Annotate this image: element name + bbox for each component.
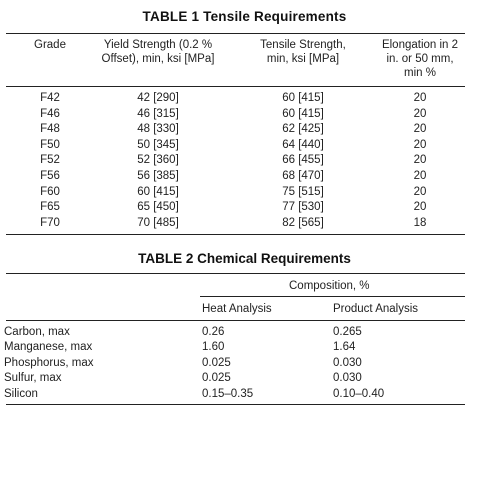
table1-cell-yield: 65 [450]: [137, 201, 179, 214]
table2-header-product: Product Analysis: [333, 303, 419, 315]
table1-cell-tensile: 60 [415]: [282, 107, 324, 120]
table2-bottom-rule: [6, 404, 465, 405]
table2-cell-element: Sulfur, max: [4, 372, 62, 385]
table1-cell-elongation: 20: [413, 107, 427, 120]
table2-title: TABLE 2 Chemical Requirements: [138, 251, 351, 266]
table1-cell-yield: 46 [315]: [137, 107, 179, 120]
table1-header-grade: [20, 38, 80, 52]
table2-top-rule: [6, 273, 465, 274]
header-tensile-line1: Tensile Strength,: [260, 39, 346, 51]
table2-cell-product: 0.265: [333, 326, 362, 338]
table1-cell-grade: F42: [40, 92, 60, 104]
table1-cell-grade: F46: [40, 107, 60, 120]
table1-cell-tensile: 82 [565]: [282, 216, 324, 229]
table1-cell-tensile: 75 [515]: [282, 185, 324, 198]
table2-group-rule: [200, 296, 465, 297]
table1-cell-tensile: 64 [440]: [282, 138, 324, 151]
table2-cell-product: 1.64: [333, 341, 356, 354]
header-elong-line1: Elongation in 2: [381, 39, 459, 51]
table1-cell-grade: F65: [40, 201, 60, 214]
table2-cell-product: 0.030: [333, 356, 362, 369]
table1-title: TABLE 1 Tensile Requirements: [142, 9, 347, 24]
table1-cell-yield: 48 [330]: [137, 123, 179, 136]
header-elong-line2: in. or 50 mm,: [386, 53, 454, 65]
table1-cell-elongation: 20: [413, 92, 427, 104]
table2-cell-element: Silicon: [4, 387, 38, 400]
table1-cell-elongation: 20: [413, 138, 427, 151]
table1-header-tensile: [248, 38, 358, 66]
table2-cell-heat: 0.025: [202, 356, 231, 369]
table1-cell-tensile: 68 [470]: [282, 170, 324, 182]
table1-bottom-rule: [6, 234, 465, 235]
table1-cell-tensile: 62 [425]: [282, 123, 324, 136]
table2-cell-heat: 0.26: [202, 326, 225, 338]
table1-cell-grade: F56: [40, 170, 60, 182]
table1-top-rule: [6, 33, 465, 34]
table1-cell-elongation: 20: [413, 154, 427, 167]
table1-cell-elongation: 20: [413, 201, 427, 214]
table1-cell-grade: F48: [40, 123, 60, 136]
table1-cell-tensile: 60 [415]: [282, 92, 324, 104]
table1-cell-elongation: 20: [413, 123, 427, 136]
table2-cell-element: Phosphorus, max: [4, 356, 94, 369]
table1-cell-yield: 56 [385]: [137, 170, 179, 182]
table1-cell-grade: F70: [40, 216, 60, 229]
table1-cell-yield: 42 [290]: [137, 92, 179, 104]
table2-cell-heat: 1.60: [202, 341, 225, 354]
table2-cell-product: 0.10–0.40: [333, 387, 385, 400]
table2-cell-heat: 0.025: [202, 372, 231, 385]
table1-cell-grade: F50: [40, 138, 60, 151]
table1-header-yield: [88, 38, 228, 66]
table2-cell-element: Manganese, max: [4, 341, 93, 354]
table2-cell-element: Carbon, max: [4, 326, 70, 338]
table2-header-heat: Heat Analysis: [202, 303, 272, 315]
header-grade-line: Grade: [34, 39, 66, 51]
table2-cell-product: 0.030: [333, 372, 362, 385]
table1-cell-tensile: 66 [455]: [282, 154, 324, 167]
table1-cell-yield: 52 [360]: [137, 154, 179, 167]
table2-group-header: Composition, %: [289, 280, 370, 292]
header-yield-line1: Yield Strength (0.2 %: [103, 39, 213, 51]
table1-cell-grade: F60: [40, 185, 60, 198]
table1-header-rule: [6, 86, 465, 87]
table1-cell-tensile: 77 [530]: [282, 201, 324, 214]
table1-cell-elongation: 18: [413, 216, 427, 229]
table1-cell-yield: 50 [345]: [137, 138, 179, 151]
table1-cell-yield: 60 [415]: [137, 185, 179, 198]
table2-header-rule: [6, 320, 465, 321]
table1-cell-elongation: 20: [413, 185, 427, 198]
table2-cell-heat: 0.15–0.35: [202, 387, 254, 400]
header-yield-line2: Offset), min, ksi [MPa]: [101, 53, 215, 65]
header-elong-line3: min %: [404, 67, 436, 79]
table1-header-elongation: [370, 38, 470, 80]
table1-cell-elongation: 20: [413, 170, 427, 182]
table1-cell-grade: F52: [40, 154, 60, 167]
table1-cell-yield: 70 [485]: [137, 216, 179, 229]
header-tensile-line2: min, ksi [MPa]: [266, 53, 340, 65]
